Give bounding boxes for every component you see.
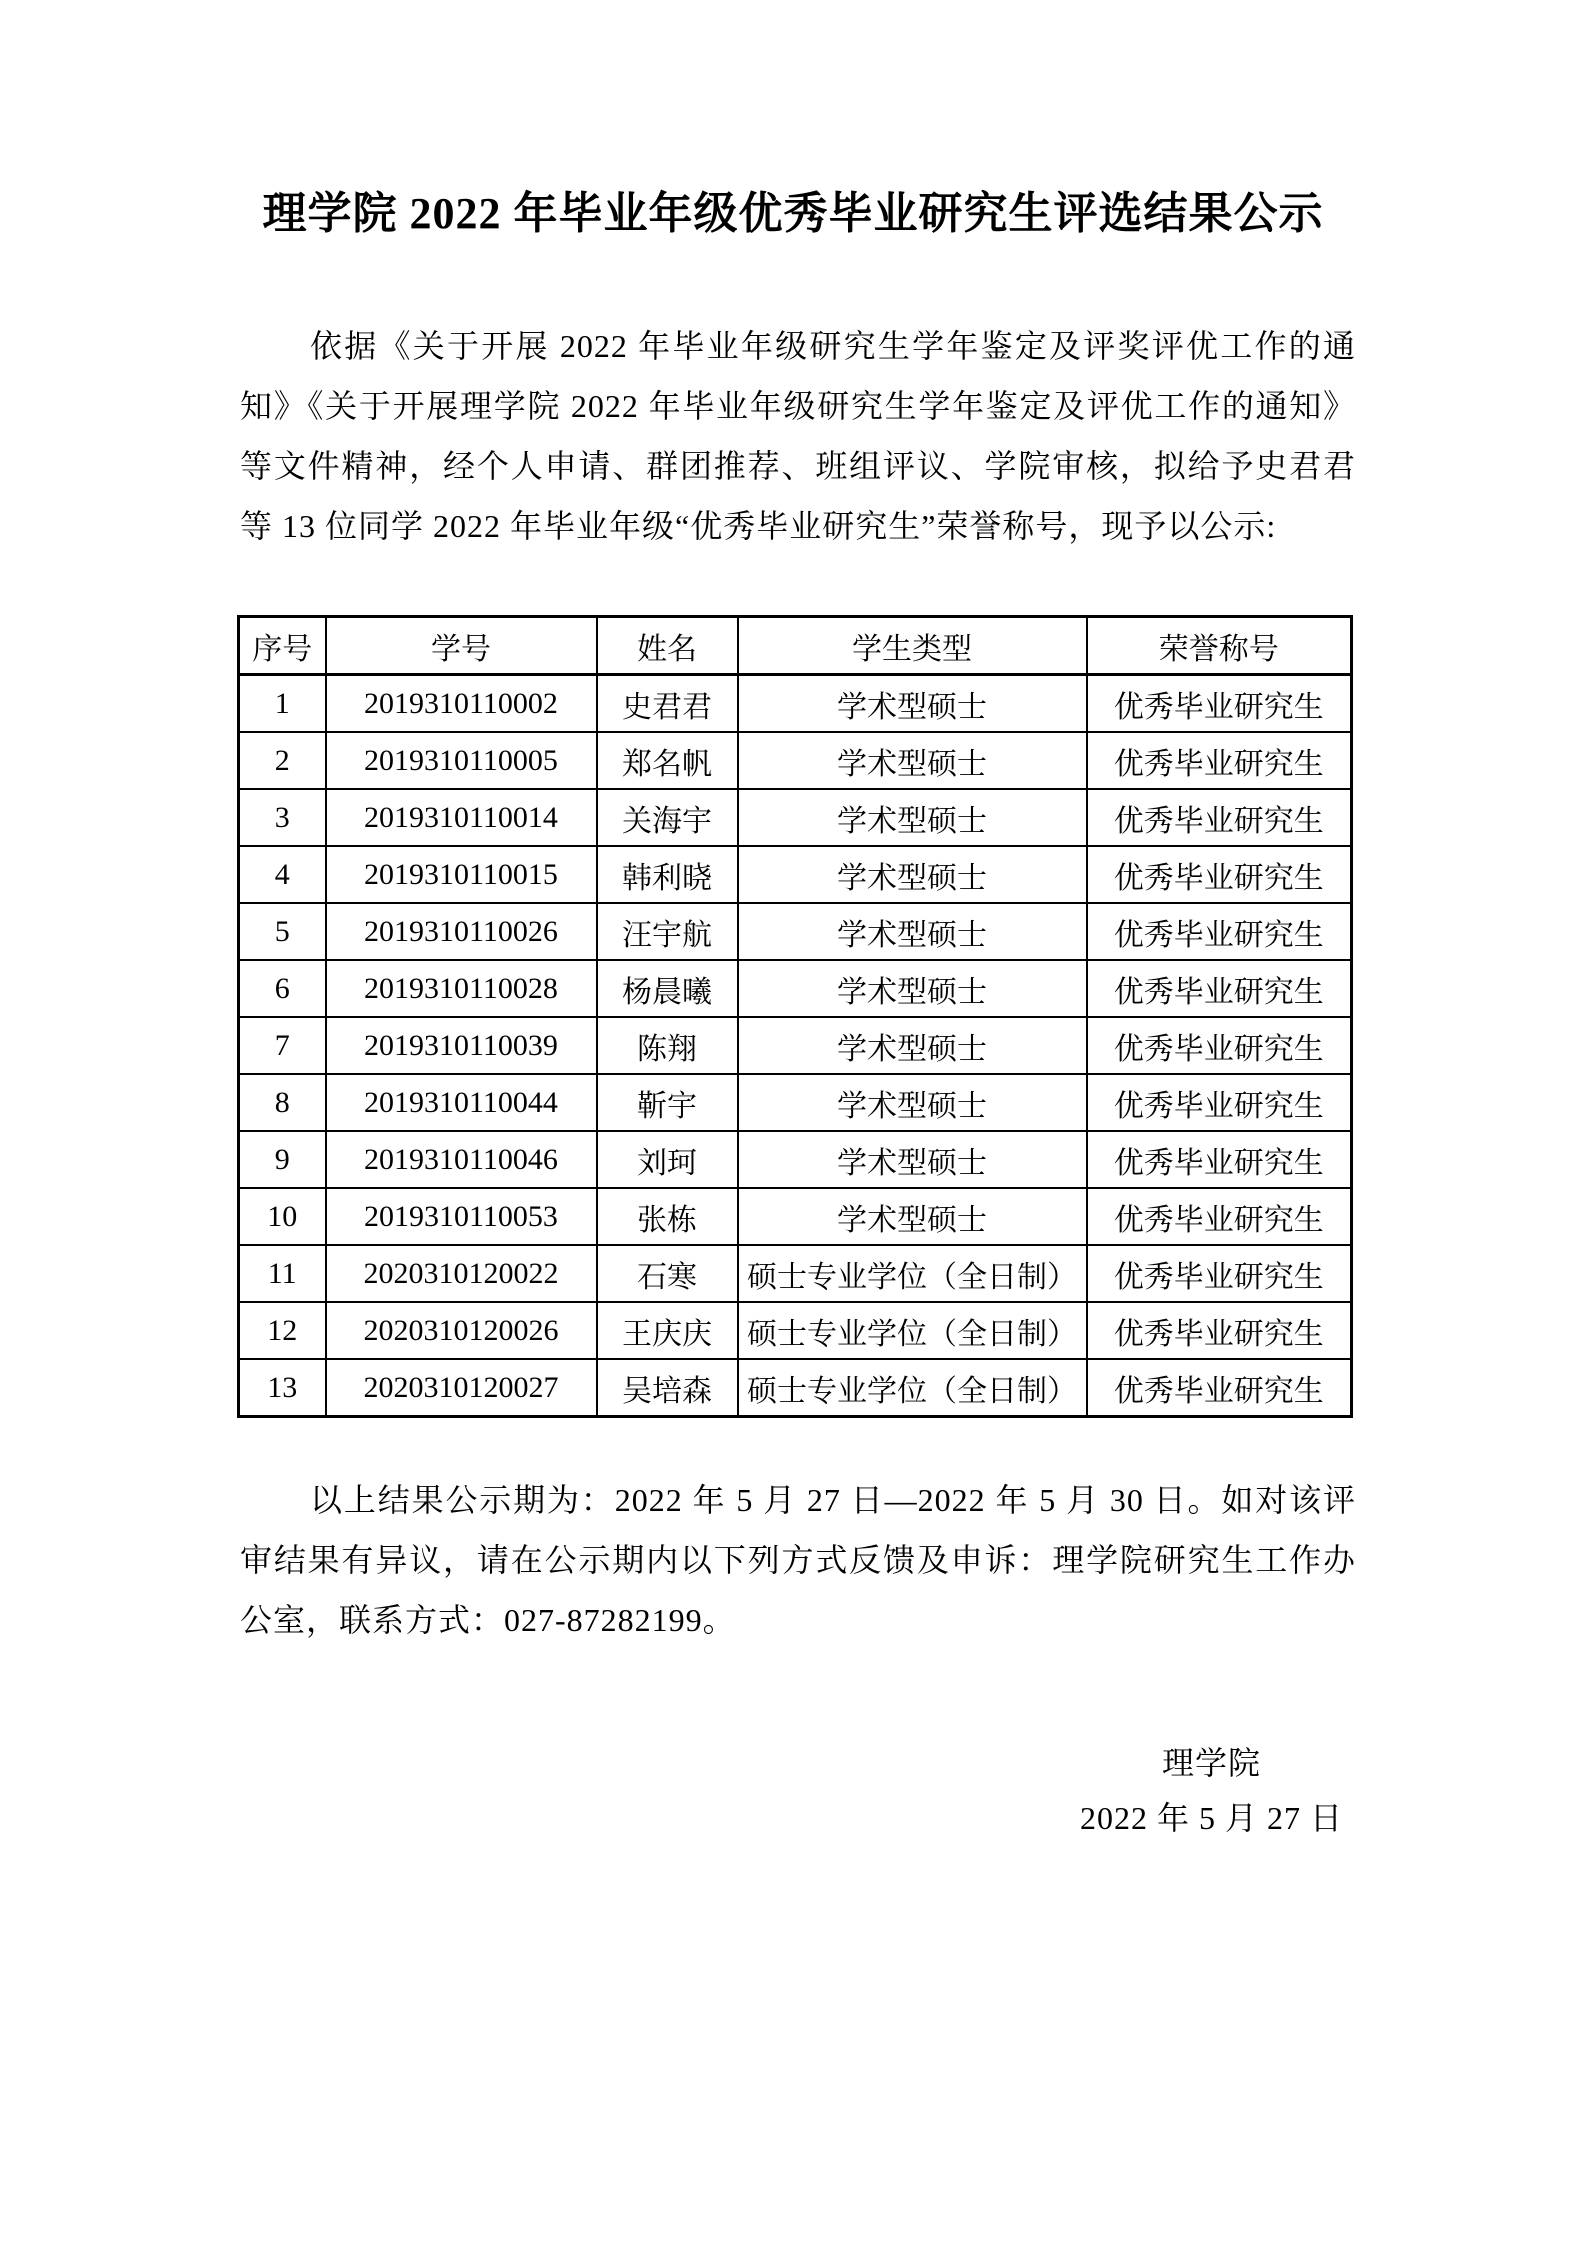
cell-student-type: 学术型硕士 <box>738 903 1087 960</box>
cell-honor-title: 优秀毕业研究生 <box>1087 846 1352 903</box>
cell-index: 12 <box>239 1302 326 1359</box>
intro-paragraph: 依据《关于开展 2022 年毕业年级研究生学年鉴定及评奖评优工作的通知》《关于开展理学院 2022 年毕业年级研究生学年鉴定及评优工作的通知》等文件精神，经个人申请、群团推荐、班组评议、学院审核，拟给予史君君等 13 位同学 2022 年毕业年级“优秀毕业研究生”荣誉称号，现予以公示: <box>240 328 1356 544</box>
cell-name: 陈翔 <box>597 1017 738 1074</box>
cell-honor-title: 优秀毕业研究生 <box>1087 732 1352 789</box>
cell-student-id: 2019310110002 <box>326 675 597 733</box>
table-row <box>239 1302 1352 1359</box>
cell-name: 刘珂 <box>597 1131 738 1188</box>
cell-index: 10 <box>239 1188 326 1245</box>
cell-index: 5 <box>239 903 326 960</box>
table-row <box>239 846 1352 903</box>
cell-name: 杨晨曦 <box>597 960 738 1017</box>
cell-honor-title: 优秀毕业研究生 <box>1087 903 1352 960</box>
cell-name: 韩利晓 <box>597 846 738 903</box>
cell-student-type: 学术型硕士 <box>738 1074 1087 1131</box>
table-row <box>239 1188 1352 1245</box>
column-header: 荣誉称号 <box>1087 617 1352 675</box>
cell-student-type: 学术型硕士 <box>738 732 1087 789</box>
cell-name: 靳宇 <box>597 1074 738 1131</box>
cell-name: 郑名帆 <box>597 732 738 789</box>
cell-honor-title: 优秀毕业研究生 <box>1087 1074 1352 1131</box>
table-header-row <box>239 617 1352 675</box>
cell-name: 吴培森 <box>597 1359 738 1417</box>
cell-index: 11 <box>239 1245 326 1302</box>
cell-student-id: 2019310110044 <box>326 1074 597 1131</box>
table-row <box>239 1245 1352 1302</box>
cell-honor-title: 优秀毕业研究生 <box>1087 1359 1352 1417</box>
cell-student-type: 学术型硕士 <box>738 960 1087 1017</box>
cell-index: 8 <box>239 1074 326 1131</box>
cell-student-id: 2019310110026 <box>326 903 597 960</box>
cell-student-id: 2019310110039 <box>326 1017 597 1074</box>
cell-student-id: 2019310110015 <box>326 846 597 903</box>
cell-name: 汪宇航 <box>597 903 738 960</box>
table-row <box>239 960 1352 1017</box>
cell-name: 张栋 <box>597 1188 738 1245</box>
cell-student-id: 2020310120022 <box>326 1245 597 1302</box>
cell-student-type: 学术型硕士 <box>738 846 1087 903</box>
results-table <box>237 615 1353 1418</box>
cell-student-id: 2019310110028 <box>326 960 597 1017</box>
table-row <box>239 1359 1352 1417</box>
column-header: 学生类型 <box>738 617 1087 675</box>
cell-index: 3 <box>239 789 326 846</box>
table-row <box>239 675 1352 733</box>
cell-honor-title: 优秀毕业研究生 <box>1087 675 1352 733</box>
cell-student-id: 2020310120026 <box>326 1302 597 1359</box>
table-row <box>239 732 1352 789</box>
cell-honor-title: 优秀毕业研究生 <box>1087 1017 1352 1074</box>
cell-student-type: 学术型硕士 <box>738 675 1087 733</box>
document-title: 理学院 2022 年毕业年级优秀毕业研究生评选结果公示 <box>262 189 1324 238</box>
cell-index: 2 <box>239 732 326 789</box>
cell-student-type: 学术型硕士 <box>738 1188 1087 1245</box>
signature-org: 理学院 <box>1161 1745 1261 1781</box>
table-row <box>239 1017 1352 1074</box>
cell-honor-title: 优秀毕业研究生 <box>1087 789 1352 846</box>
closing-paragraph: 以上结果公示期为：2022 年 5 月 27 日—2022 年 5 月 30 日。如对该评审结果有异议，请在公示期内以下列方式反馈及申诉：理学院研究生工作办公室，联系方式：027-87282199。 <box>240 1482 1356 1638</box>
cell-student-type: 学术型硕士 <box>738 1131 1087 1188</box>
cell-student-id: 2019310110014 <box>326 789 597 846</box>
cell-name: 史君君 <box>597 675 738 733</box>
cell-index: 6 <box>239 960 326 1017</box>
column-header: 序号 <box>239 617 326 675</box>
table-row <box>239 1131 1352 1188</box>
cell-index: 1 <box>239 675 326 733</box>
table-row <box>239 903 1352 960</box>
column-header: 学号 <box>326 617 597 675</box>
cell-honor-title: 优秀毕业研究生 <box>1087 1245 1352 1302</box>
cell-student-type: 硕士专业学位（全日制） <box>738 1245 1087 1302</box>
cell-student-id: 2019310110046 <box>326 1131 597 1188</box>
cell-index: 9 <box>239 1131 326 1188</box>
cell-student-id: 2020310120027 <box>326 1359 597 1417</box>
table-row <box>239 789 1352 846</box>
signature-block <box>1080 1736 1343 1846</box>
cell-student-type: 学术型硕士 <box>738 789 1087 846</box>
cell-index: 7 <box>239 1017 326 1074</box>
signature-date: 2022 年 5 月 27 日 <box>1079 1800 1343 1836</box>
cell-student-type: 学术型硕士 <box>738 1017 1087 1074</box>
cell-student-type: 硕士专业学位（全日制） <box>738 1302 1087 1359</box>
cell-student-type: 硕士专业学位（全日制） <box>738 1359 1087 1417</box>
cell-honor-title: 优秀毕业研究生 <box>1087 1188 1352 1245</box>
cell-name: 关海宇 <box>597 789 738 846</box>
cell-name: 石寒 <box>597 1245 738 1302</box>
cell-honor-title: 优秀毕业研究生 <box>1087 960 1352 1017</box>
cell-index: 4 <box>239 846 326 903</box>
table-header <box>239 617 1352 675</box>
column-header: 姓名 <box>597 617 738 675</box>
cell-honor-title: 优秀毕业研究生 <box>1087 1131 1352 1188</box>
cell-student-id: 2019310110053 <box>326 1188 597 1245</box>
cell-index: 13 <box>239 1359 326 1417</box>
cell-honor-title: 优秀毕业研究生 <box>1087 1302 1352 1359</box>
table-body <box>239 675 1352 1417</box>
cell-student-id: 2019310110005 <box>326 732 597 789</box>
cell-name: 王庆庆 <box>597 1302 738 1359</box>
table-row <box>239 1074 1352 1131</box>
